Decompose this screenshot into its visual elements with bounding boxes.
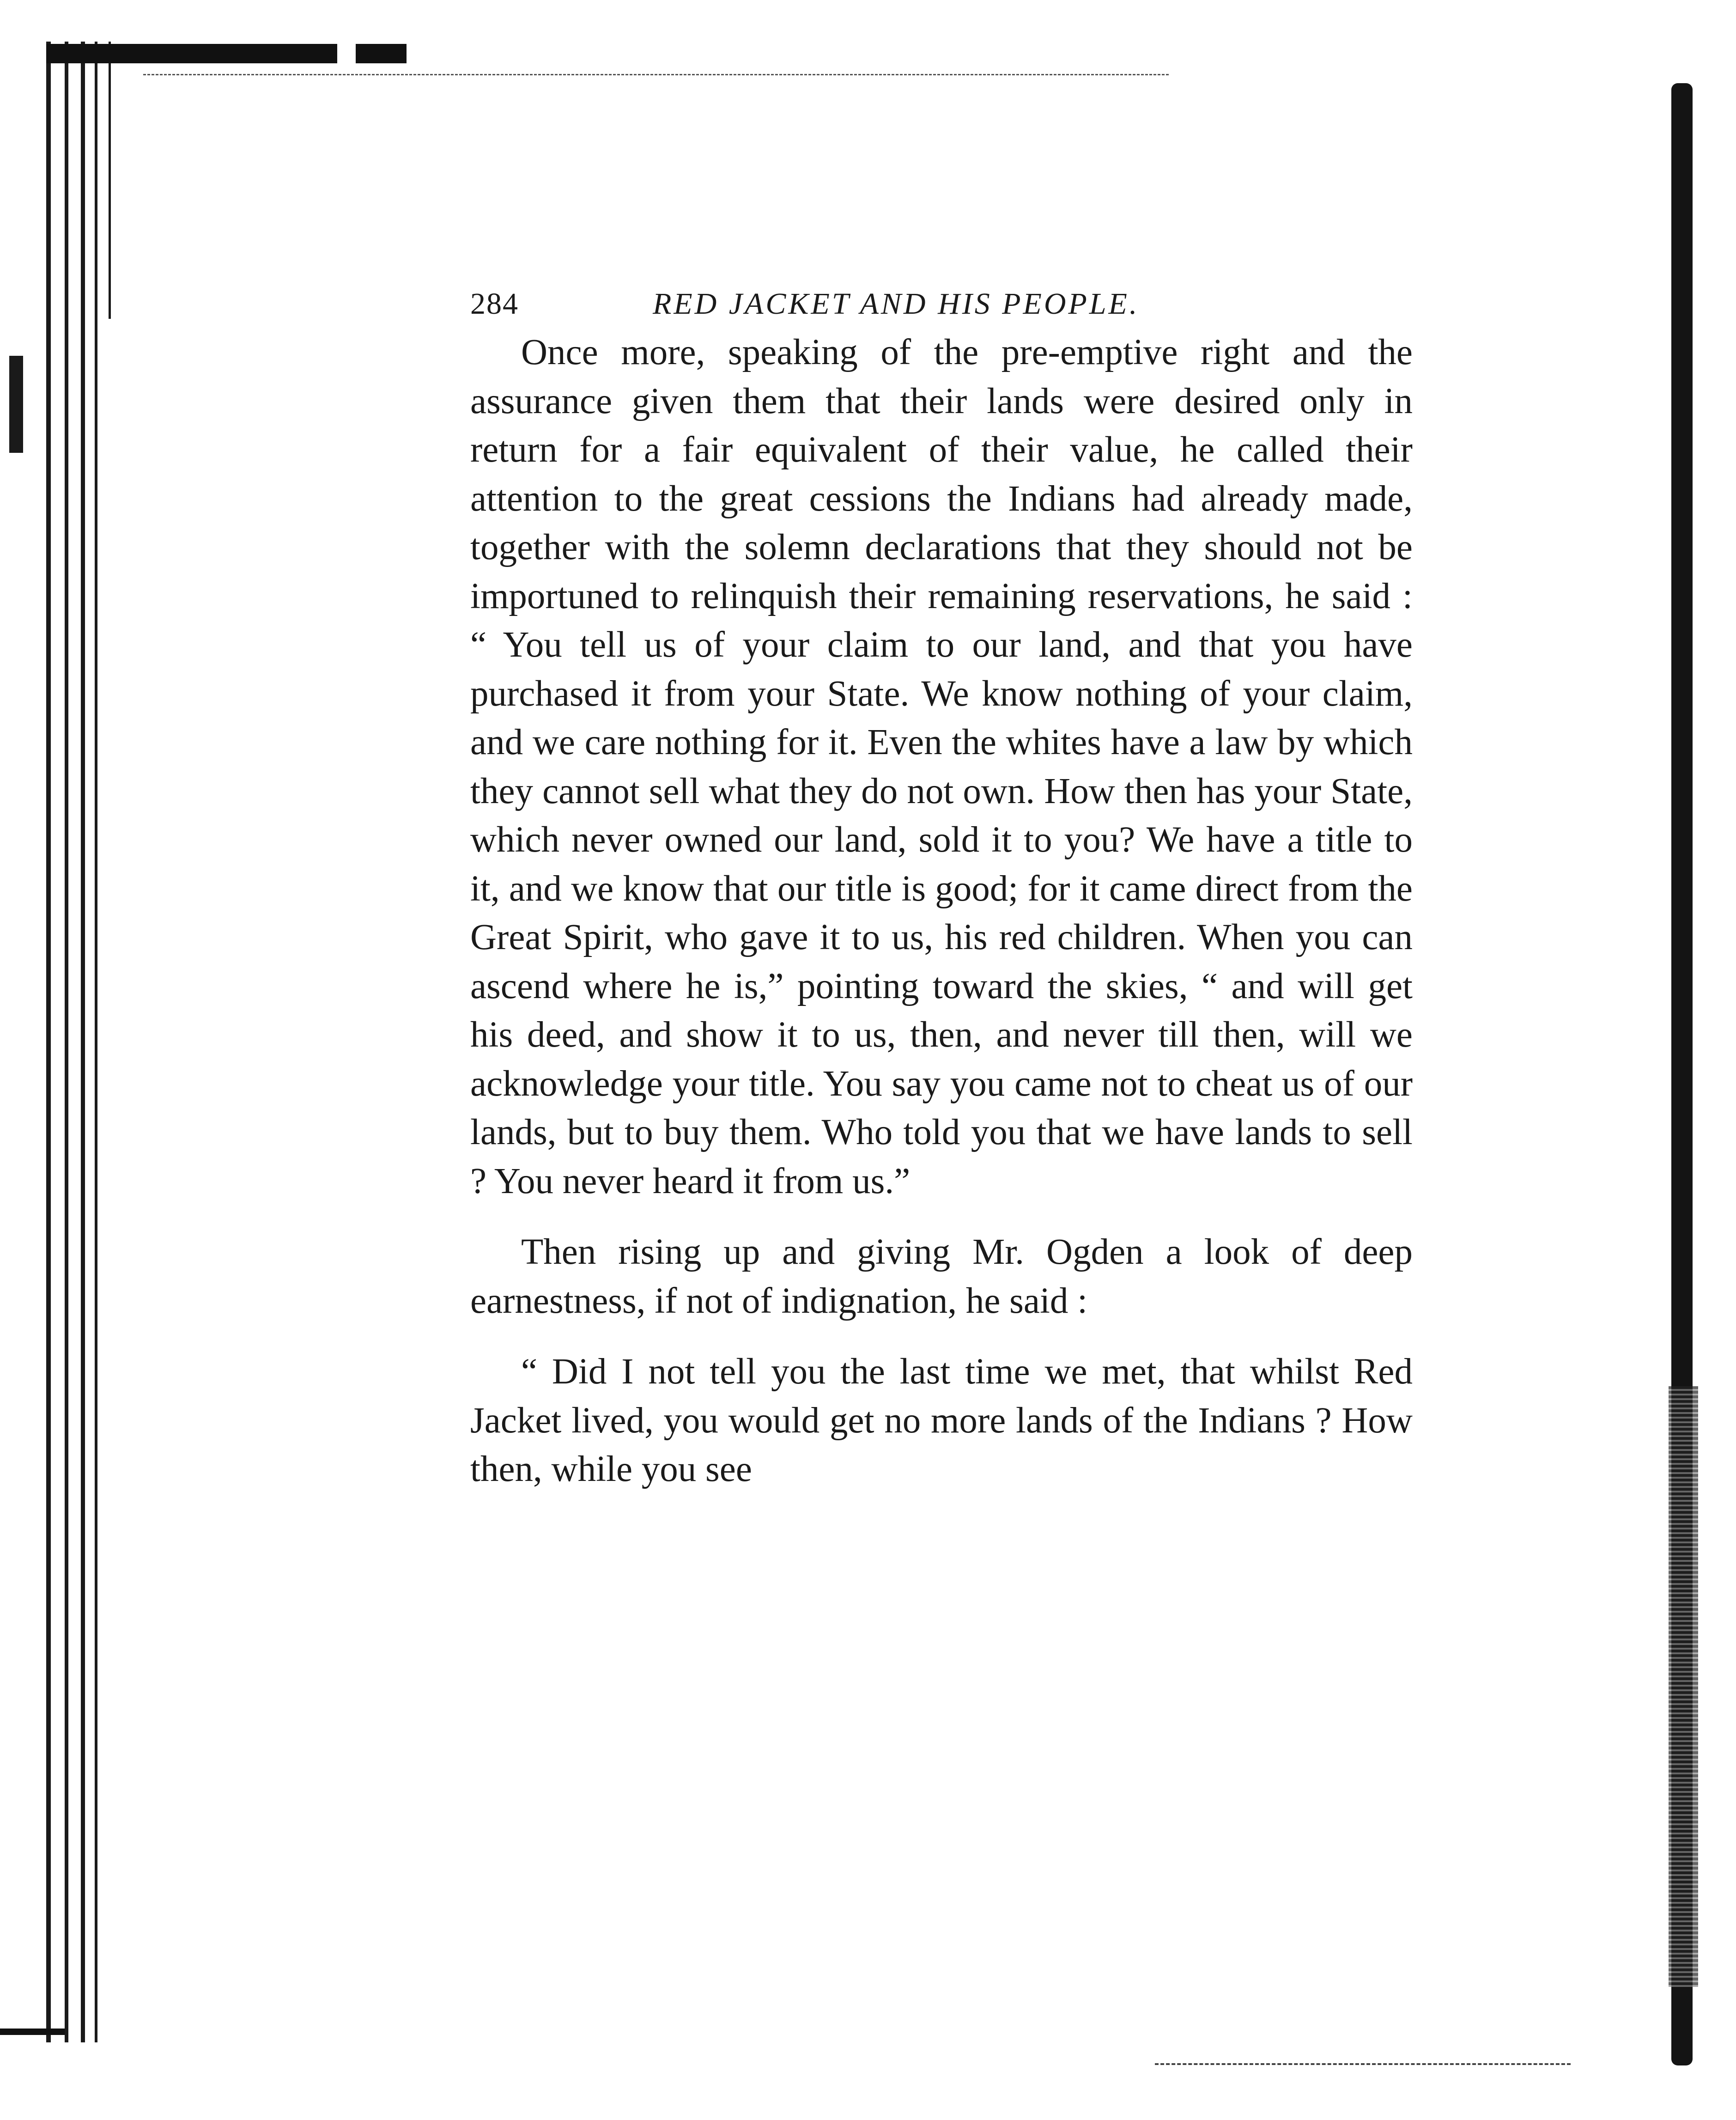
top-edge-rule — [143, 74, 1169, 75]
left-binding-shadow — [0, 42, 139, 2042]
paragraph-1: Once more, speaking of the pre-emptive right and the assurance given them that their lands were desired only in return for a fair equivalent of their value, he called their attention to the great cessions the Indians had already made, together with the solemn declarations that they should not be importuned to relinquish their remaining reservations, he said : “ You tell us of your claim to our land, and that you have purchased it from your State. We know nothing of your claim, and we care nothing for it. Even the whites have a law by which they cannot sell what they do not own. How then has your State, which never owned our land, sold it to you? We have a title to it, and we know that our title is good; for it came direct from the Great Spirit, who gave it to us, his red children. When you can ascend where he is,” pointing toward the skies, “ and will get his deed, and show it to us, then, and never till then, will we acknowledge your title. You say you came not to cheat us of our lands, but to buy them. Who told you that we have lands to sell ? You never heard it from us.” — [470, 332, 1413, 1201]
right-page-edge-texture — [1669, 1386, 1698, 1987]
top-binding-shadow — [46, 44, 337, 63]
running-head — [470, 277, 1413, 328]
top-binding-shadow-mark — [356, 44, 407, 63]
bottom-edge-rule — [1155, 2063, 1571, 2065]
book-page — [470, 277, 1413, 1494]
running-title: RED JACKET AND HIS PEOPLE. — [653, 287, 1140, 321]
page-number: 284 — [470, 287, 519, 321]
bottom-left-mark — [0, 2029, 65, 2035]
paragraph-2: Then rising up and giving Mr. Ogden a look of deep earnestness, if not of indignation, he said : — [470, 1232, 1413, 1321]
paragraph-3: “ Did I not tell you the last time we met, that whilst Red Jacket lived, you would get no more lands of the Indians ? How then, while you see — [470, 1352, 1413, 1489]
